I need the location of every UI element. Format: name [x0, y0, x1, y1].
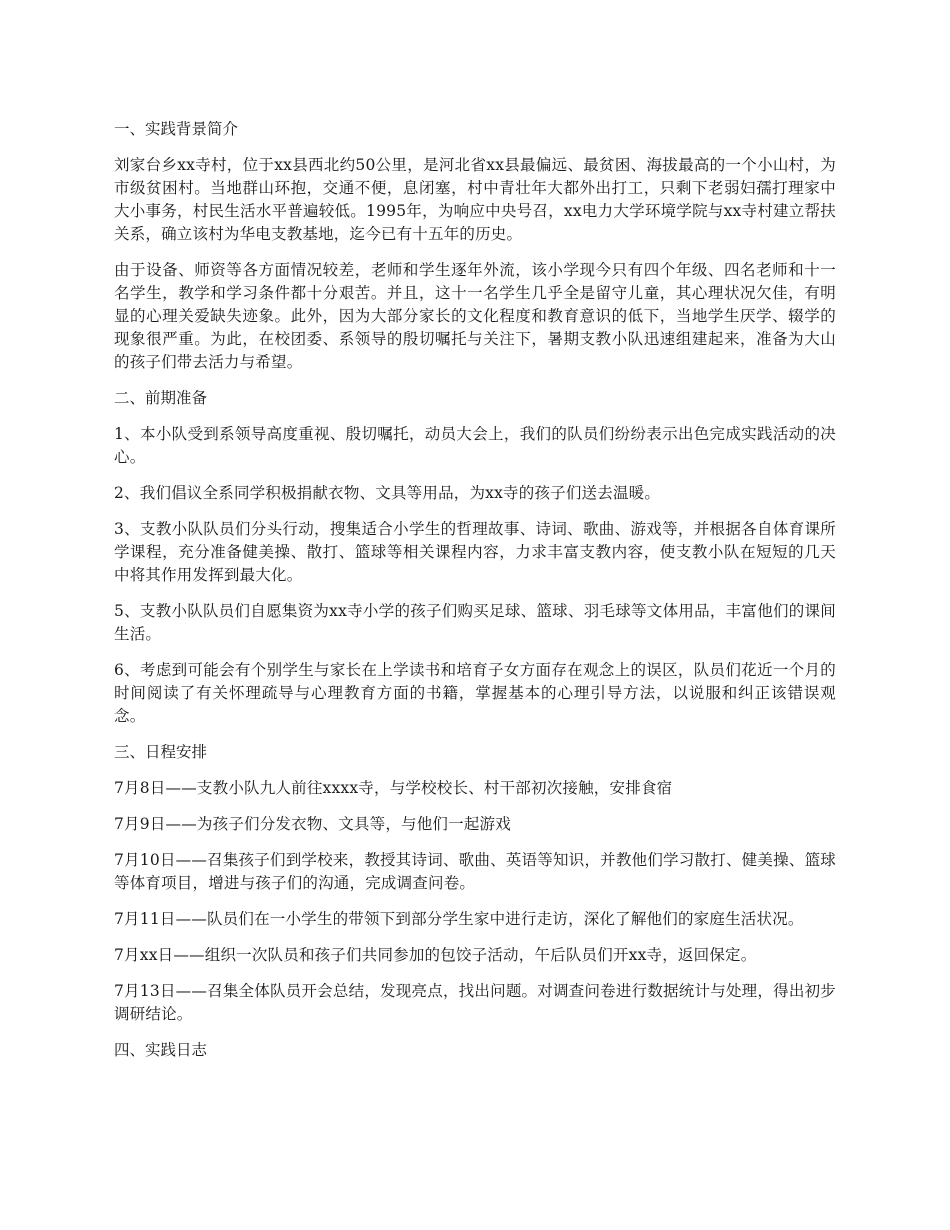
schedule-item: 7月xx日——组织一次队员和孩子们共同参加的包饺子活动，午后队员们开xx寺，返回保定。: [114, 946, 757, 964]
section-heading: 一、实践背景简介: [114, 120, 239, 138]
paragraph: 3、支教小队队员们分头行动，搜集适合小学生的哲理故事、诗词、歌曲、游戏等，并根据各自体育课所学课程，充分准备健美操、散打、篮球等相关课程内容，力求丰富支教内容，使支教小队在短短的几天中将其作用发挥到最大化。: [114, 520, 836, 584]
schedule-item: 7月9日——为孩子们分发衣物、文具等，与他们一起游戏: [114, 815, 511, 833]
paragraph: 由于设备、师资等各方面情况较差，老师和学生逐年外流，该小学现今只有四个年级、四名老师和十一名学生，教学和学习条件都十分艰苦。并且，这十一名学生几乎全是留守儿童，其心理状况欠佳，有明显的心理关爱缺失迹象。此外，因为大部分家长的文化程度和教育意识的低下，当地学生厌学、辍学的现象很严重。为此，在校团委、系领导的殷切嘱托与关注下，暑期支教小队迅速组建起来，准备为大山的孩子们带去活力与希望。: [114, 261, 836, 371]
schedule-item: 7月10日——召集孩子们到学校来，教授其诗词、歌曲、英语等知识，并教他们学习散打、健美操、篮球等体育项目，增进与孩子们的沟通，完成调查问卷。: [114, 851, 836, 892]
paragraph: 2、我们倡议全系同学积极捐献衣物、文具等用品，为xx寺的孩子们送去温暖。: [114, 484, 661, 502]
section-heading: 四、实践日志: [114, 1041, 208, 1059]
paragraph: 刘家台乡xx寺村，位于xx县西北约50公里，是河北省xx县最偏远、最贫困、海拔最高的一个小山村，为市级贫困村。当地群山环抱，交通不便，息闭塞，村中青壮年大都外出打工，只剩下老弱妇孺打理家中大小事务，村民生活水平普遍较低。1995年，为响应中央号召，xx电力大学环境学院与xx寺村建立帮扶关系，确立该村为华电支教基地，迄今已有十五年的历史。: [114, 156, 836, 243]
schedule-item: 7月11日——队员们在一小学生的带领下到部分学生家中进行走访，深化了解他们的家庭生活状况。: [114, 910, 804, 928]
document-body: [114, 118, 836, 1075]
paragraph: 6、考虑到可能会有个别学生与家长在上学读书和培育子女方面存在观念上的误区，队员们花近一个月的时间阅读了有关怀理疏导与心理教育方面的书籍，掌握基本的心理引导方法，以说服和纠正该错误观念。: [114, 661, 836, 725]
paragraph: 5、支教小队队员们自愿集资为xx寺小学的孩子们购买足球、篮球、羽毛球等文体用品，丰富他们的课间生活。: [114, 602, 836, 643]
paragraph: 1、本小队受到系领导高度重视、殷切嘱托，动员大会上，我们的队员们纷纷表示出色完成实践活动的决心。: [114, 425, 836, 466]
section-heading: 三、日程安排: [114, 743, 208, 761]
schedule-item: 7月13日——召集全体队员开会总结，发现亮点，找出问题。对调查问卷进行数据统计与处理，得出初步调研结论。: [114, 982, 836, 1023]
section-heading: 二、前期准备: [114, 389, 208, 407]
schedule-item: 7月8日——支教小队九人前往xxxx寺，与学校校长、村干部初次接触，安排食宿: [114, 779, 673, 797]
